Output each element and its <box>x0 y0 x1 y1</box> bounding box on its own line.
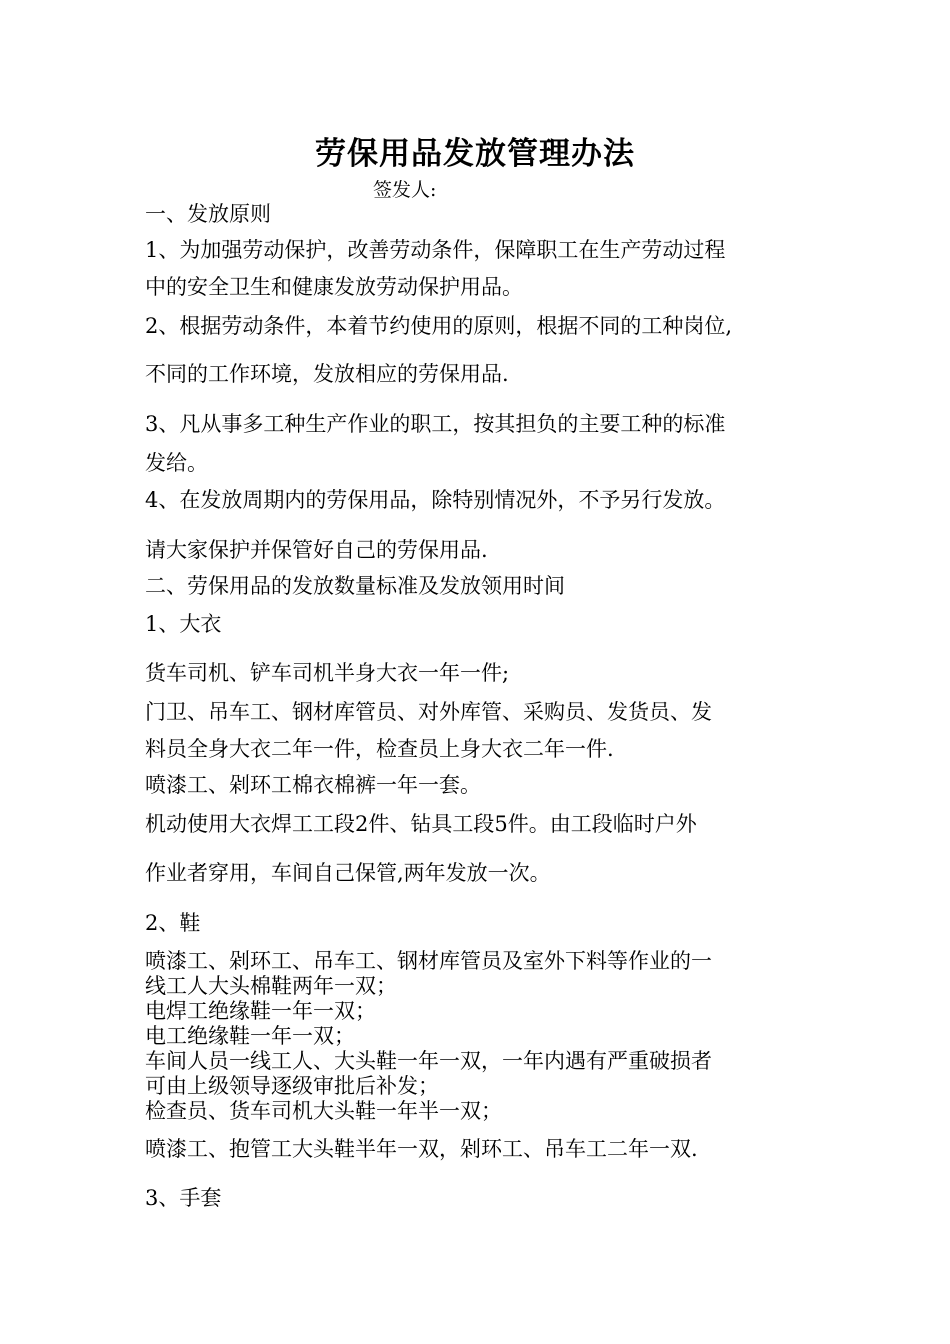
paragraph-line: 中的安全卫生和健康发放劳动保护用品。 <box>145 275 523 299</box>
paragraph-line: 作业者穿用，车间自己保管,两年发放一次。 <box>145 861 551 885</box>
section-heading-standards: 二、劳保用品的发放数量标准及发放领用时间 <box>145 574 565 598</box>
paragraph-line: 可由上级领导逐级审批后补发； <box>145 1074 439 1098</box>
paragraph-line: 电焊工绝缘鞋一年一双； <box>145 999 376 1023</box>
paragraph-line: 线工人大头棉鞋两年一双； <box>145 974 397 998</box>
paragraph-line: 门卫、吊车工、钢材库管员、对外库管、采购员、发货员、发 <box>145 700 712 724</box>
signer-label: 签发人: <box>373 179 437 201</box>
paragraph-line: 喷漆工、剁环工、吊车工、钢材库管员及室外下料等作业的一 <box>145 949 712 973</box>
subsection-heading-coat: 1、大衣 <box>145 612 222 636</box>
paragraph-line: 电工绝缘鞋一年一双； <box>145 1024 355 1048</box>
subsection-heading-shoes: 2、鞋 <box>145 911 201 935</box>
paragraph-line: 车间人员一线工人、大头鞋一年一双，一年内遇有严重破损者 <box>145 1049 712 1073</box>
paragraph-line: 机动使用大衣焊工工段2件、钻具工段5件。由工段临时户外 <box>145 812 697 836</box>
section-heading-principles: 一、发放原则 <box>145 202 271 226</box>
paragraph-line: 货车司机、铲车司机半身大衣一年一件; <box>145 661 510 685</box>
paragraph-line: 2、根据劳动条件，本着节约使用的原则，根据不同的工种岗位, <box>145 314 733 338</box>
paragraph-line: 料员全身大衣二年一件，检查员上身大衣二年一件. <box>145 737 614 761</box>
document-title: 劳保用品发放管理办法 <box>315 136 635 172</box>
paragraph-line: 不同的工作环境，发放相应的劳保用品. <box>145 362 509 386</box>
subsection-heading-gloves: 3、手套 <box>145 1186 222 1210</box>
paragraph-line: 3、凡从事多工种生产作业的职工，按其担负的主要工种的标准 <box>145 412 726 436</box>
paragraph-line: 请大家保护并保管好自己的劳保用品. <box>145 538 488 562</box>
paragraph-line: 喷漆工、剁环工棉衣棉裤一年一套。 <box>145 773 481 797</box>
paragraph-line: 1、为加强劳动保护，改善劳动条件，保障职工在生产劳动过程 <box>145 238 726 262</box>
paragraph-line: 检查员、货车司机大头鞋一年半一双； <box>145 1099 502 1123</box>
paragraph-line: 发给。 <box>145 451 208 475</box>
paragraph-line: 4、在发放周期内的劳保用品，除特别情况外，不予另行发放。 <box>145 488 726 512</box>
paragraph-line: 喷漆工、抱管工大头鞋半年一双，剁环工、吊车工二年一双. <box>145 1137 698 1161</box>
